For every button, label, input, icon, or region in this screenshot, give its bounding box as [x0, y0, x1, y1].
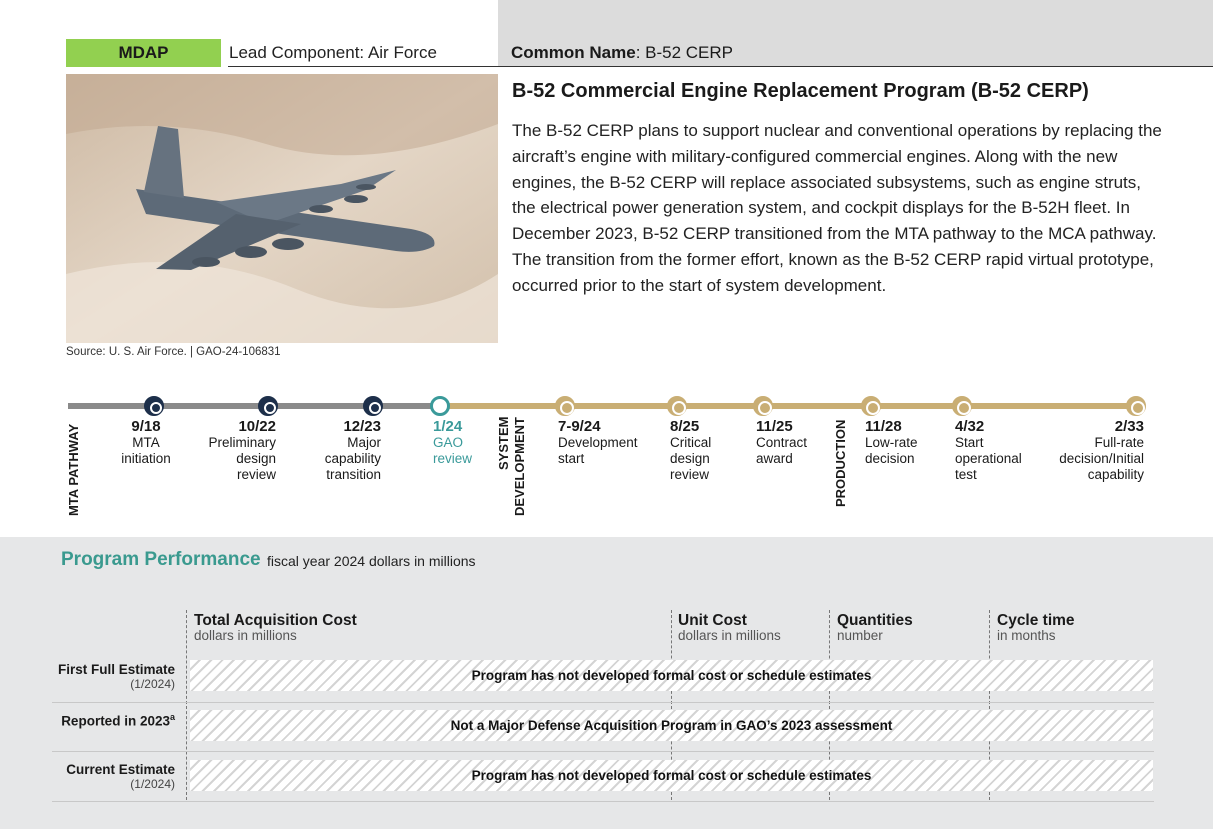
estimate-bar	[190, 660, 1153, 691]
row-label-title: Current Estimate	[66, 762, 175, 777]
timeline-node	[258, 396, 278, 416]
event-line: review	[433, 451, 473, 466]
event-line: Start	[955, 435, 984, 450]
timeline-node-current	[430, 396, 450, 416]
timeline-event	[865, 419, 945, 467]
event-line: decision/Initial	[1059, 451, 1144, 466]
performance-title: Program Performance	[61, 549, 261, 570]
timeline-node	[753, 396, 773, 416]
event-line: capability	[1087, 467, 1144, 482]
timeline-event	[756, 419, 831, 467]
column-subheader: number	[837, 628, 883, 643]
phase-label-development: DEVELOPMENT	[512, 417, 527, 516]
event-line: GAO	[433, 435, 464, 450]
common-name	[511, 43, 733, 63]
estimate-note: Program has not developed formal cost or schedule estimates	[471, 768, 872, 783]
column-header: Cycle time	[997, 612, 1075, 629]
timeline-node	[1126, 396, 1146, 416]
phase-label-production: PRODUCTION	[833, 419, 848, 507]
program-title: B-52 Commercial Engine Replacement Program (B-52 CERP)	[512, 80, 1089, 102]
row-label-date: (1/2024)	[130, 777, 175, 791]
aircraft-photo	[66, 74, 498, 343]
event-line: Low-rate	[865, 435, 918, 450]
timeline-node	[667, 396, 687, 416]
event-date: 11/25	[756, 418, 793, 435]
event-line: Major	[347, 435, 381, 450]
timeline-event	[1040, 419, 1144, 483]
row-label-title: First Full Estimate	[57, 662, 175, 677]
column-divider	[186, 610, 187, 800]
row-divider	[52, 702, 1154, 703]
column-header: Total Acquisition Cost	[194, 612, 357, 629]
event-date: 9/18	[131, 418, 161, 435]
event-line: transition	[326, 467, 381, 482]
timeline-node	[555, 396, 575, 416]
row-divider	[52, 751, 1154, 752]
column-header: Quantities	[837, 612, 913, 629]
event-line: Development	[558, 435, 638, 450]
performance-subtitle: fiscal year 2024 dollars in millions	[267, 553, 476, 569]
event-line: Contract	[756, 435, 808, 450]
event-date: 11/28	[865, 418, 902, 435]
event-date: 10/22	[238, 418, 276, 435]
divider	[228, 66, 498, 67]
event-line: Critical	[670, 435, 712, 450]
timeline-node	[952, 396, 972, 416]
event-line: design	[670, 451, 710, 466]
event-date: 12/23	[343, 418, 381, 435]
row-label-date: (1/2024)	[130, 677, 175, 691]
timeline-event	[670, 419, 750, 483]
row-divider	[52, 801, 1154, 802]
timeline-event	[558, 419, 658, 467]
column-subheader: in months	[997, 628, 1056, 643]
timeline-node	[144, 396, 164, 416]
event-line: review	[670, 467, 710, 482]
event-date: 8/25	[670, 418, 700, 435]
event-line: test	[955, 467, 977, 482]
event-line: operational	[955, 451, 1022, 466]
b52-aircraft-image	[66, 74, 498, 343]
timeline-node	[363, 396, 383, 416]
event-date: 7-9/24	[558, 418, 601, 435]
row-label-text: Reported in 2023	[61, 713, 170, 729]
mdap-badge: MDAP	[66, 39, 221, 67]
lead-component: Lead Component: Air Force	[229, 43, 437, 62]
image-source: Source: U. S. Air Force. | GAO-24-106831	[66, 346, 281, 358]
column-subheader: dollars in millions	[678, 628, 781, 643]
event-line: award	[756, 451, 793, 466]
footnote-marker: a	[169, 712, 175, 722]
timeline-event	[296, 419, 381, 483]
estimate-bar	[190, 760, 1153, 791]
event-line: decision	[865, 451, 915, 466]
common-name-label: Common Name	[511, 43, 636, 62]
phase-label-mta: MTA PATHWAY	[66, 423, 81, 516]
event-line: Preliminary	[208, 435, 276, 450]
timeline-event-current	[433, 419, 493, 467]
row-label	[0, 662, 175, 691]
timeline-event	[102, 419, 190, 467]
event-line: start	[558, 451, 585, 466]
event-line: initiation	[121, 451, 171, 466]
row-label	[0, 712, 175, 729]
estimate-note: Program has not developed formal cost or schedule estimates	[471, 668, 872, 683]
phase-label-system: SYSTEM	[496, 416, 511, 470]
row-label-title	[0, 712, 175, 729]
timeline-track-past	[68, 403, 440, 409]
event-date: 1/24	[433, 418, 463, 435]
column-subheader: dollars in millions	[194, 628, 297, 643]
row-label	[0, 762, 175, 791]
event-date: 2/33	[1114, 418, 1144, 435]
estimate-note: Not a Major Defense Acquisition Program in GAO’s 2023 assessment	[450, 718, 893, 733]
divider	[498, 66, 1213, 67]
timeline-event	[186, 419, 276, 483]
event-line: design	[236, 451, 276, 466]
estimate-bar	[190, 710, 1153, 741]
common-name-value: : B-52 CERP	[635, 43, 733, 62]
column-header: Unit Cost	[678, 612, 747, 629]
timeline-event	[955, 419, 1040, 483]
program-description: The B-52 CERP plans to support nuclear and conventional operations by replacing the aircraft’s engine with military-configured commercial engines. Along with the new engines, the B-52 CERP will replace associated subsystems, such as engine struts, the electrical power generation system, and cockpit displays for the B-52H fleet. In December 2023, B-52 CERP transitioned from the MTA pathway to the MCA pathway. The transition from the former effort, known as the B-52 CERP rapid virtual prototype, occurred prior to the start of system development.	[512, 121, 1162, 295]
event-line: review	[236, 467, 276, 482]
event-line: capability	[324, 451, 381, 466]
timeline-node	[861, 396, 881, 416]
event-date: 4/32	[955, 418, 985, 435]
event-line: Full-rate	[1094, 435, 1144, 450]
event-line: MTA	[132, 435, 160, 450]
timeline-track-future	[440, 403, 1138, 409]
